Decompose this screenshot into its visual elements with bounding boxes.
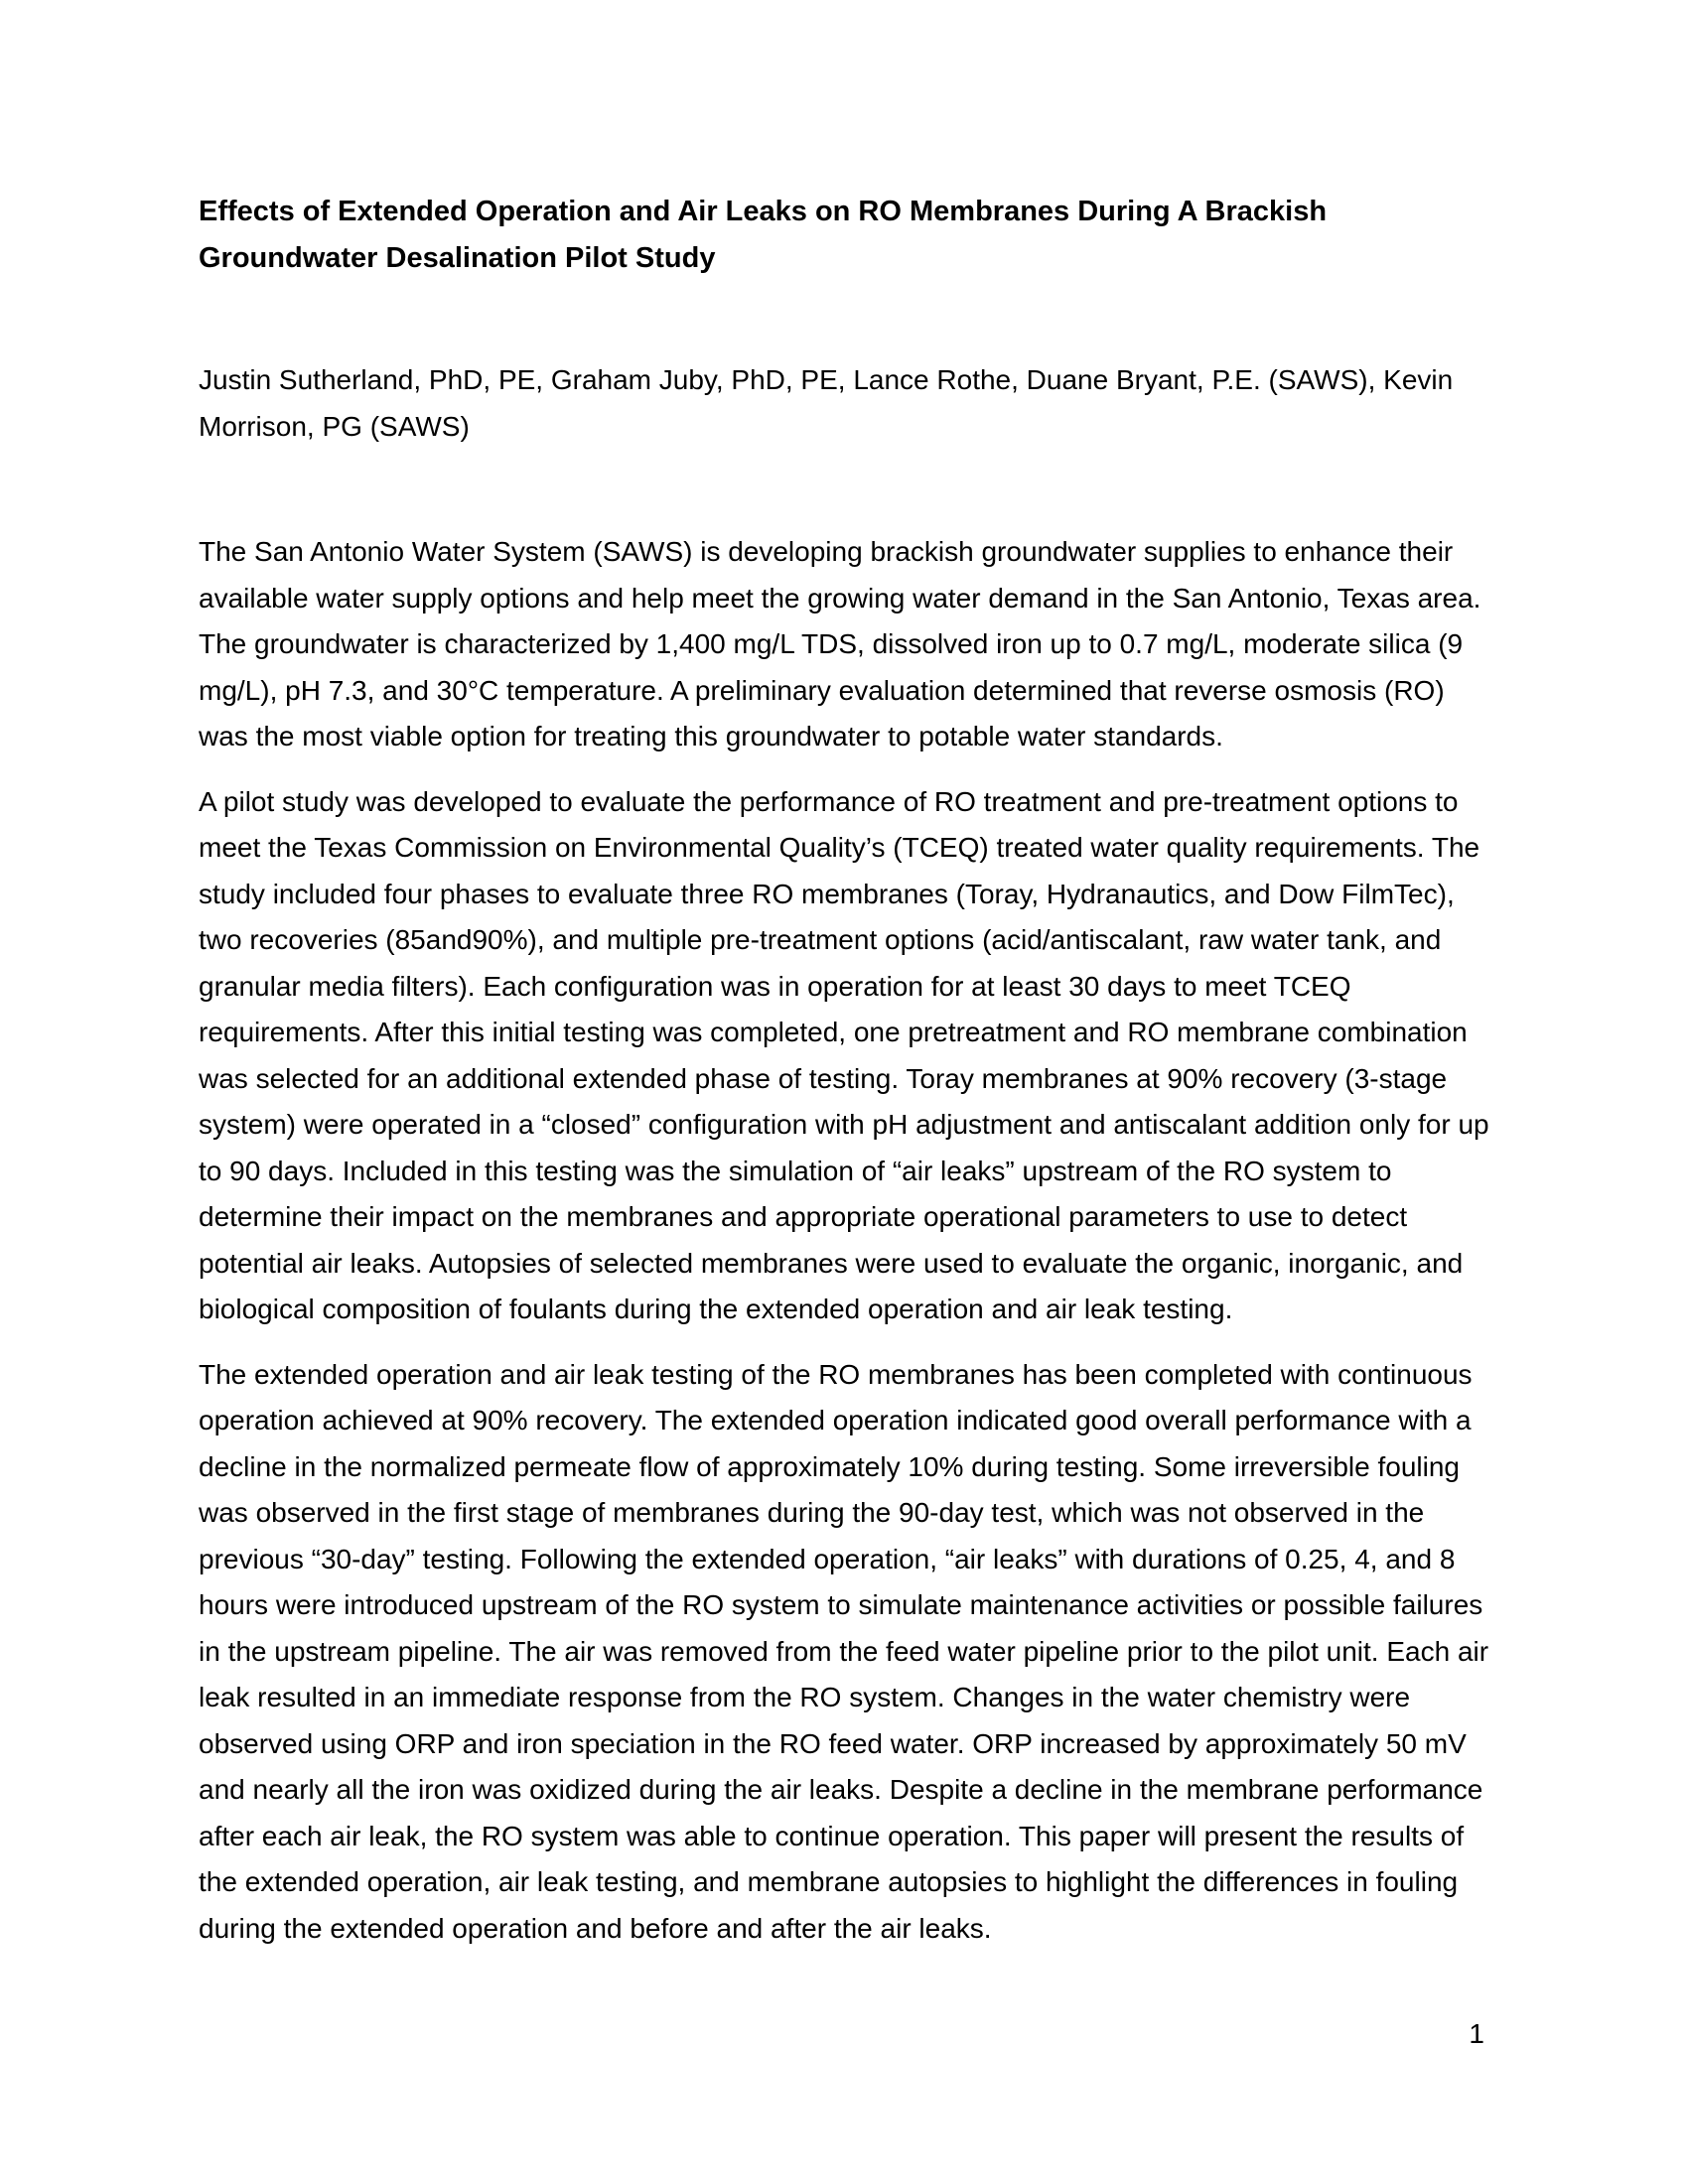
abstract-paragraph-2: A pilot study was developed to evaluate the performance of RO treatment and pre-treatment options to meet the Texas Commission on Environmental Quality’s (TCEQ) treated water quality requirements. The study included four phases to evaluate three RO membranes (Toray, Hydranautics, and Dow FilmTec), two recoveries (85and90%), and multiple pre-treatment options (acid/antiscalant, raw water tank, and granular media filters). Each configuration was in operation for at least 30 days to meet TCEQ requirements. After this initial testing was completed, one pretreatment and RO membrane combination was selected for an additional extended phase of testing. Toray membranes at 90% recovery (3-stage system) were operated in a “closed” configuration with pH adjustment and antiscalant addition only for up to 90 days. Included in this testing was the simulation of “air leaks” upstream of the RO system to determine their impact on the membranes and appropriate operational parameters to use to detect potential air leaks. Autopsies of selected membranes were used to evaluate the organic, inorganic, and biological composition of foulants during the extended operation and air leak testing. <box>199 785 1489 1324</box>
author-line: Justin Sutherland, PhD, PE, Graham Juby, PhD, PE, Lance Rothe, Duane Bryant, P.E. (SAWS), Kevin Morrison, PG (SAWS) <box>199 364 1454 442</box>
abstract-paragraph-1: The San Antonio Water System (SAWS) is developing brackish groundwater supplies to enhance their available water supply options and help meet the growing water demand in the San Antonio, Texas area. The groundwater is characterized by 1,400 mg/L TDS, dissolved iron up to 0.7 mg/L, moderate silica (9 mg/L), pH 7.3, and 30°C temperature. A preliminary evaluation determined that reverse osmosis (RO) was the most viable option for treating this groundwater to potable water standards. <box>199 536 1481 751</box>
abstract-paragraph-3: The extended operation and air leak testing of the RO membranes has been completed with continuous operation achieved at 90% recovery. The extended operation indicated good overall performance with a decline in the normalized permeate flow of approximately 10% during testing. Some irreversible fouling was observed in the first stage of membranes during the 90-day test, which was not observed in the previous “30-day” testing. Following the extended operation, “air leaks” with durations of 0.25, 4, and 8 hours were introduced upstream of the RO system to simulate maintenance activities or possible failures in the upstream pipeline. The air was removed from the feed water pipeline prior to the pilot unit. Each air leak resulted in an immediate response from the RO system. Changes in the water chemistry were observed using ORP and iron speciation in the RO feed water. ORP increased by approximately 50 mV and nearly all the iron was oxidized during the air leaks. Despite a decline in the membrane performance after each air leak, the RO system was able to continue operation. This paper will present the results of the extended operation, air leak testing, and membrane autopsies to highlight the differences in fouling during the extended operation and before and after the air leaks. <box>199 1358 1489 1944</box>
page-number: 1 <box>1469 2018 1484 2049</box>
paper-title: Effects of Extended Operation and Air Leaks on RO Membranes During A Brackish Groundwater Desalination Pilot Study <box>199 196 1328 274</box>
